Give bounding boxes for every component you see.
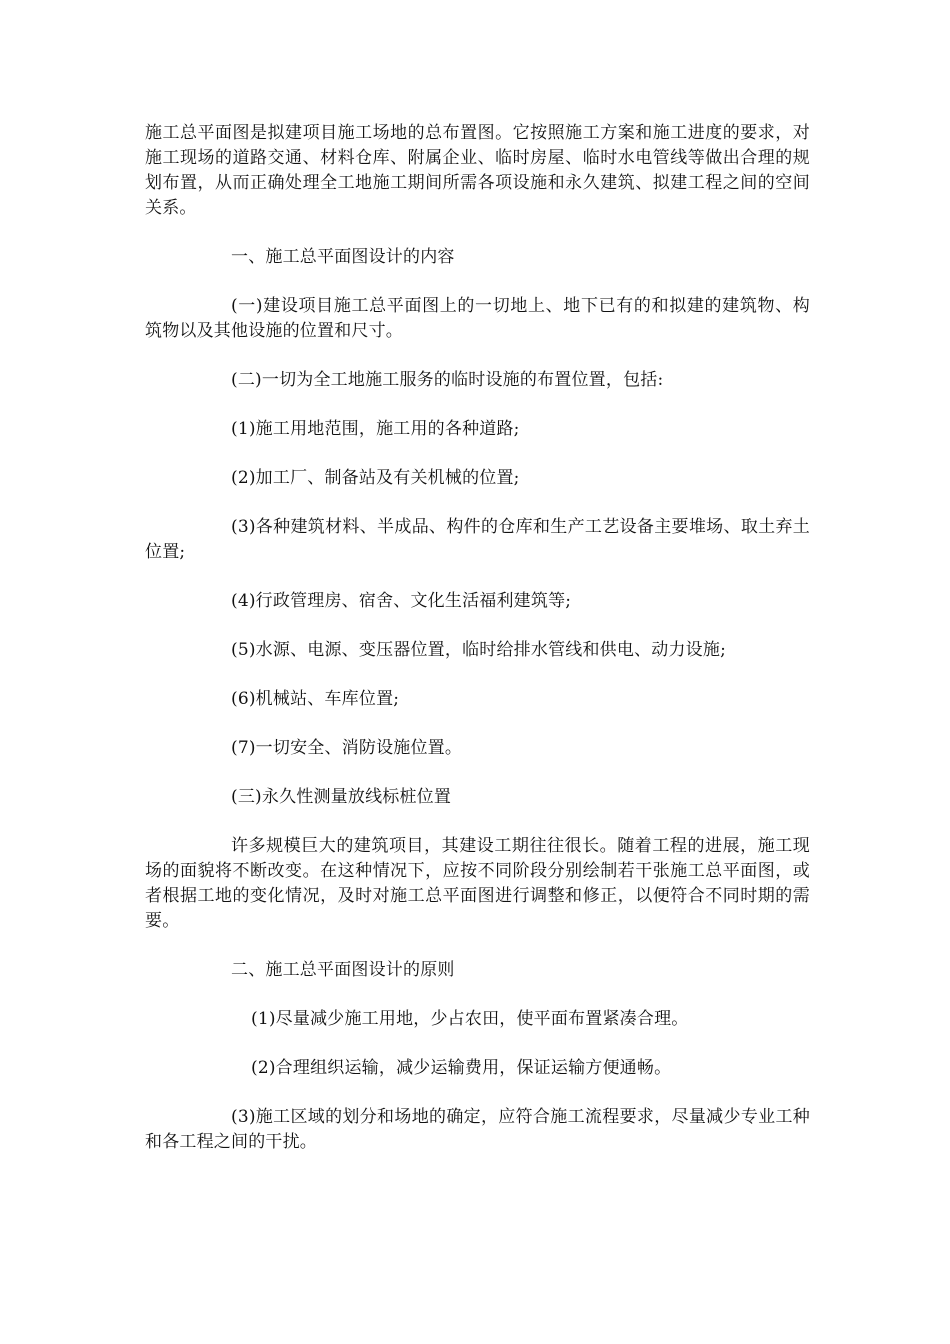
principle-item: (3)施工区域的划分和场地的确定，应符合施工流程要求，尽量减少专业工种和各工程之间的干扰。 <box>145 1107 810 1152</box>
section-heading-principles: 二、施工总平面图设计的原则 <box>231 960 455 980</box>
body-paragraph: 许多规模巨大的建筑项目，其建设工期往往很长。随着工程的进展，施工现场的面貌将不断改变。在这种情况下，应按不同阶段分别绘制若干张施工总平面图，或者根据工地的变化情况，及时对施工总平面图进行调整和修正，以便符合不同时期的需要。 <box>145 836 810 931</box>
list-item: (1)施工用地范围，施工用的各种道路; <box>231 419 520 439</box>
list-item: (4)行政管理房、宿舍、文化生活福利建筑等; <box>231 591 572 611</box>
content-item-2: (二)一切为全工地施工服务的临时设施的布置位置，包括: <box>231 370 664 390</box>
list-item: (6)机械站、车库位置; <box>231 689 400 709</box>
document-body <box>145 121 810 1179</box>
list-item: (5)水源、电源、变压器位置，临时给排水管线和供电、动力设施; <box>231 640 727 660</box>
content-item-1: (一)建设项目施工总平面图上的一切地上、地下已有的和拟建的建筑物、构筑物以及其他设施的位置和尺寸。 <box>145 296 810 341</box>
section-heading-content: 一、施工总平面图设计的内容 <box>231 247 455 267</box>
principle-item: (1)尽量减少施工用地，少占农田，使平面布置紧凑合理。 <box>251 1009 689 1029</box>
content-item-3: (三)永久性测量放线标桩位置 <box>231 787 452 807</box>
list-item: (3)各种建筑材料、半成品、构件的仓库和生产工艺设备主要堆场、取土弃土位置; <box>145 517 810 562</box>
intro-paragraph: 施工总平面图是拟建项目施工场地的总布置图。它按照施工方案和施工进度的要求，对施工现场的道路交通、材料仓库、附属企业、临时房屋、临时水电管线等做出合理的规划布置，从而正确处理全工地施工期间所需各项设施和永久建筑、拟建工程之间的空间关系。 <box>145 123 810 218</box>
list-item: (7)一切安全、消防设施位置。 <box>231 738 463 758</box>
list-item: (2)加工厂、制备站及有关机械的位置; <box>231 468 520 488</box>
principle-item: (2)合理组织运输，减少运输费用，保证运输方便通畅。 <box>251 1058 672 1078</box>
